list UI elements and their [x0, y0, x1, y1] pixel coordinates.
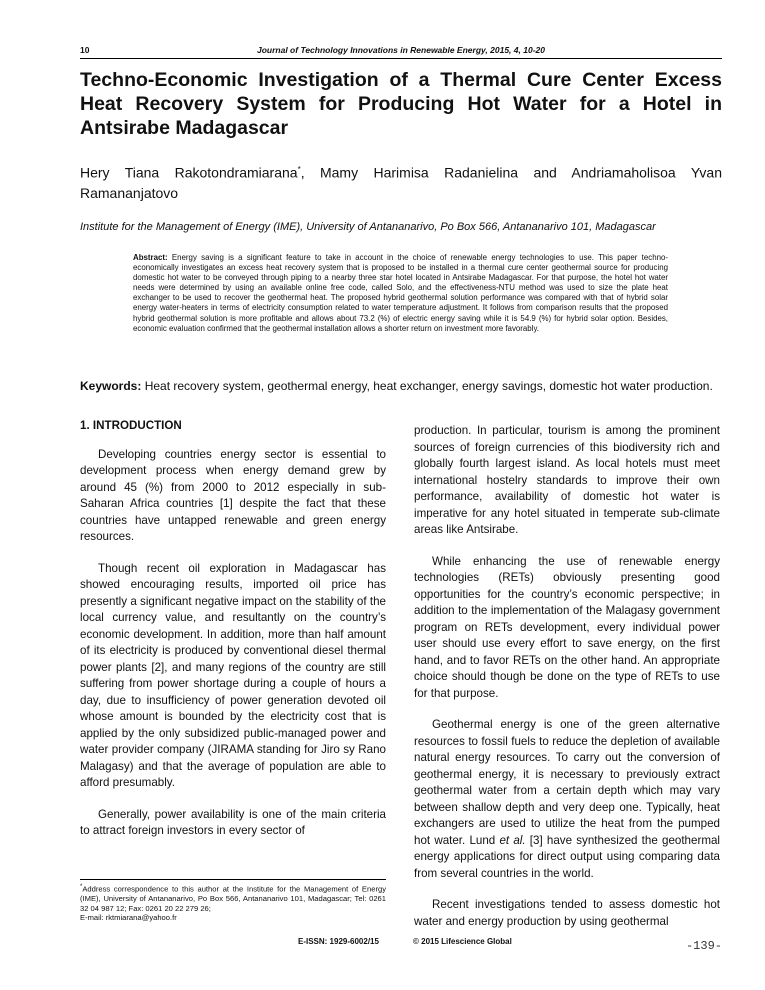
paragraph: Developing countries energy sector is essential to development process when energy demand grew by around 45 (%) from 2000 to 2012 especially in sub-Saharan Africa countries [1] despite the fact that these countries have untapped renewable and green energy resources.	[80, 447, 386, 543]
eissn: E-ISSN: 1929-6002/15	[298, 937, 379, 946]
running-header	[80, 44, 722, 58]
keywords-text: Heat recovery system, geothermal energy, heat exchanger, energy savings, domestic hot water production.	[144, 379, 713, 393]
section-heading-introduction: 1. INTRODUCTION	[80, 419, 182, 432]
footnote-email: E-mail: rktmiarana@yahoo.fr	[80, 913, 177, 923]
corresponding-marker: *	[297, 165, 301, 174]
footnote-rule	[80, 879, 386, 880]
citation-etal: et al.	[499, 833, 526, 847]
keywords-label: Keywords:	[80, 379, 142, 393]
affiliation: Institute for the Management of Energy (IME), University of Antananarivo, Po Box 566, Antananarivo 101, Madagascar	[80, 221, 656, 233]
author-list	[80, 160, 722, 203]
paragraph: Generally, power availability is one of the main criteria to attract foreign investors in every sector of	[80, 807, 386, 837]
right-column	[414, 423, 720, 930]
footnote-text: Address correspondence to this author at the Institute for the Management of Energy (IME), University of Antananarivo, Po Box 566, Antananarivo 101, Madagascar; Tel: 0261 32 04 987 12; Fax: 0261 20 22 279 26;	[80, 884, 386, 913]
copyright: © 2015 Lifescience Global	[413, 937, 512, 946]
footnote-marker: *	[80, 884, 83, 890]
page-stamp: -139-	[685, 939, 722, 953]
left-column	[80, 418, 386, 840]
paragraph: Geothermal energy is one of the green alternative resources to fossil fuels to reduce the depletion of available natural energy resources. To carry out the conversion of geothermal energy, it is necessary to previously extract geothermal water from a certain depth which may vary between shallow depth and very deep one. Typically, heat exchangers are used to utilize the heat from the pumped hot water. Lund et al. [3] have synthesized the geothermal energy applications for direct output using comparing data from several countries in the world.	[414, 718, 720, 880]
keywords	[80, 378, 722, 394]
paragraph: production. In particular, tourism is among the prominent sources of foreign currencies of this biodiversity rich and globally fourth largest island. As local hotels must meet international hostelry standards to improve their own performance, availability of domestic hot water is imperative for any hotel situated in temperate sub-climate areas like Antsirabe.	[414, 424, 720, 536]
author-others: , Mamy Harimisa Radanielina and Andriamaholisoa Yvan Ramananjatovo	[80, 164, 722, 201]
paragraph: While enhancing the use of renewable energy technologies (RETs) obviously presenting good opportunities for the country’s economic perspective; in addition to the implementation of the Malagasy government program on RETs development, every individual power user should use every effort to save energy, on the first hand, and to favor RETs on the other hand. An appropriate choice should though be done on the type of RETs to use for that purpose.	[414, 554, 720, 700]
header-rule	[80, 58, 722, 59]
abstract-text: Energy saving is a significant feature to take in account in the choice of renewable energy technologies to use. This paper techno-economically investigates an excess heat recovery system that is proposed to be installed in a thermal cure center geothermal source for producing domestic hot water to be conveyed through piping to a nearby three star hotel located in Antsirabe Madagascar. For that purpose, the hotel hot water needs were determined by using an available online free code, called Solo, and the effectiveness-NTU method was used to size the plate heat exchanger to be used to recover the geothermal heat. The proposed hybrid geothermal solution performance was compared with that of hybrid solar energy water-heaters in terms of electricity consumption related to water temperature adjustment. It follows from comparison results that the proposed hybrid geothermal solution is more profitable and allows about 73.2 (%) of electric energy saving while it is 54.9 (%) for hybrid solar option. Besides, economic evaluation confirmed that the geothermal installation allows a shorter return on investment more favorably.	[133, 253, 668, 333]
correspondence-footnote	[80, 883, 386, 923]
journal-citation: Journal of Technology Innovations in Renewable Energy, 2015, 4, 10-20	[257, 45, 545, 55]
header-page-number: 10	[80, 45, 90, 55]
paragraph: Recent investigations tended to assess domestic hot water and energy production by using geothermal	[414, 898, 720, 928]
abstract	[133, 253, 668, 334]
article-title: Techno-Economic Investigation of a Thermal Cure Center Excess Heat Recovery System for Producing Hot Water for a Hotel in Antsirabe Madagascar	[80, 69, 722, 139]
paragraph: Though recent oil exploration in Madagascar has showed encouraging results, imported oil price has presently a significant negative impact on the stability of the local currency value, and resultantly on the country’s economic development. In addition, more than half amount of its electricity is produced by conventional diesel thermal power plants [2], and many regions of the country are still suffering from power shortage during a couple of hours a day, due to insufficiency of power generation devoted oil whose amount is bounded by the electricity cost that is applied by the only subsidized public-managed power and water provider company (JIRAMA standing for Jiro sy Rano Malagasy) and that the average of population are able to afford presumably.	[80, 561, 386, 789]
abstract-label: Abstract:	[133, 253, 168, 262]
author-corresponding: Hery Tiana Rakotondramiarana	[80, 164, 298, 181]
